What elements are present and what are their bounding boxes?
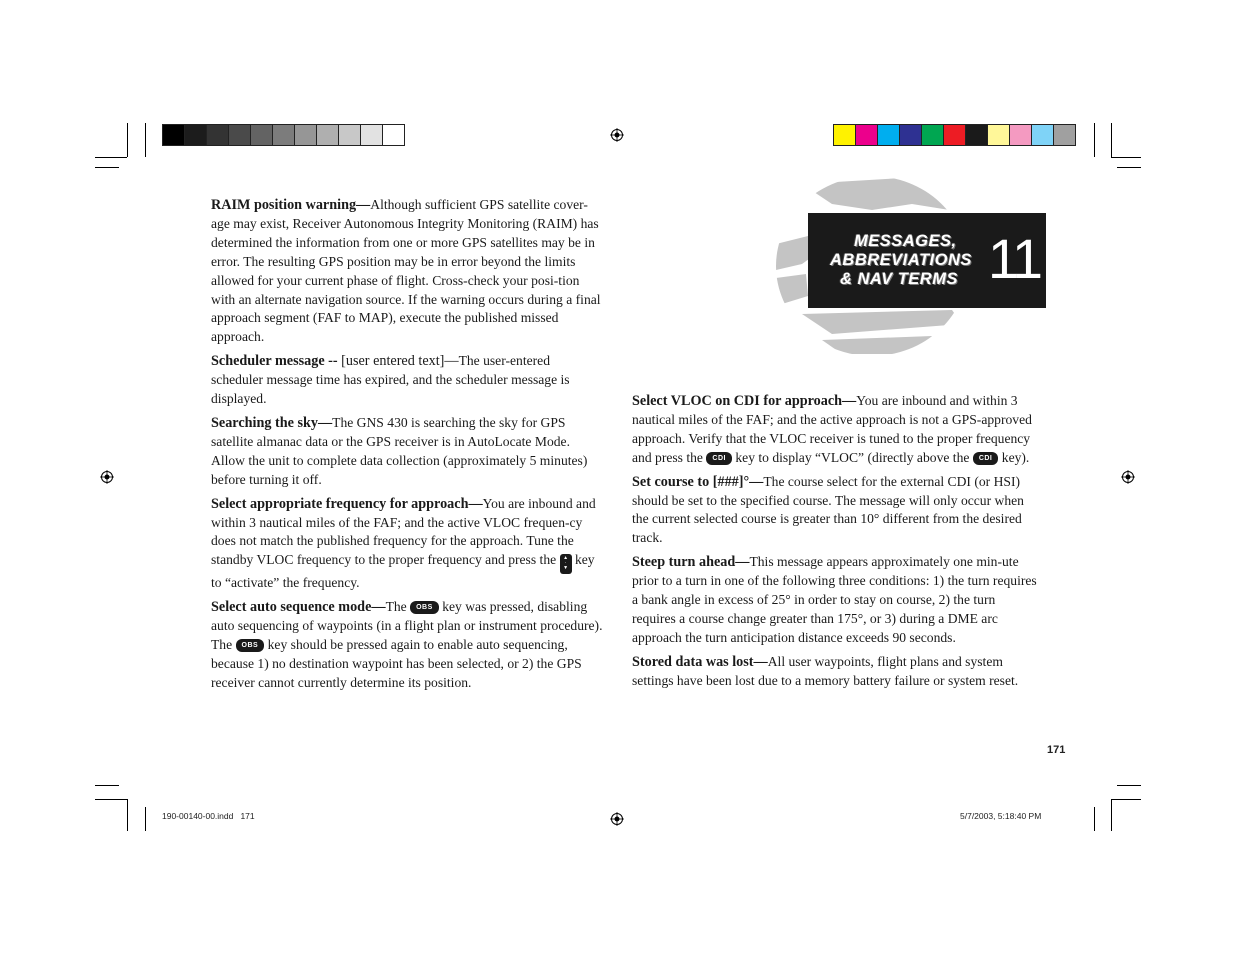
color-swatch xyxy=(944,125,966,145)
chapter-number: 11 xyxy=(987,227,1040,290)
color-swatch xyxy=(922,125,944,145)
entry-scheduler-message xyxy=(211,352,603,409)
entry-text: The xyxy=(385,599,407,615)
crop-mark xyxy=(1111,799,1112,831)
color-swatch xyxy=(1054,125,1075,145)
left-column xyxy=(211,196,603,698)
entry-term: Searching the sky— xyxy=(211,414,333,431)
color-swatch xyxy=(339,125,361,145)
color-swatch xyxy=(295,125,317,145)
crop-mark xyxy=(1094,123,1095,157)
entry-raim-position-warning xyxy=(211,196,603,347)
entry-text: This message appears approximately one min-ute prior to a turn in one of the following three conditions: 1) the turn requires a bank angle in excess of 25° in order to stay on course, 2) the turn requires a course change greater than 175°, or 3) during a DME arc approach the turn anticipation distance exceeds 90 seconds. xyxy=(632,554,1037,645)
entry-term: Select VLOC on CDI for approach— xyxy=(632,393,857,409)
crop-mark xyxy=(1111,157,1141,158)
entry-set-course xyxy=(632,473,1038,549)
entry-text: All user waypoints, flight plans and system settings have been lost due to a memory battery failure or system reset. xyxy=(632,653,1019,688)
entry-term: Select auto sequence mode— xyxy=(211,599,386,616)
cdi-key-icon: CDI xyxy=(973,452,999,465)
crop-mark xyxy=(95,167,119,168)
color-swatch xyxy=(856,125,878,145)
color-swatch xyxy=(163,125,185,145)
grayscale-color-bar xyxy=(162,124,405,146)
entry-select-appropriate-frequency xyxy=(211,495,603,594)
color-swatch xyxy=(229,125,251,145)
chapter-header xyxy=(808,213,1046,308)
color-swatch xyxy=(988,125,1010,145)
color-swatch xyxy=(834,125,856,145)
color-swatch xyxy=(383,125,404,145)
registration-mark-icon xyxy=(610,128,624,142)
crop-mark xyxy=(1117,785,1141,786)
vloc-flip-flop-key-icon xyxy=(560,554,572,574)
entry-term: Select appropriate frequency for approach— xyxy=(211,495,483,512)
entry-term: Steep turn ahead— xyxy=(632,554,750,571)
obs-key-icon: OBS xyxy=(236,639,265,652)
obs-key-icon: OBS xyxy=(410,601,439,614)
page-number: 171 xyxy=(1047,744,1066,756)
crop-mark xyxy=(95,157,127,158)
key-glyph: ▲ xyxy=(563,555,569,562)
entry-stored-data-was-lost xyxy=(632,653,1038,691)
entry-text: key was pressed, disabling auto sequencing of waypoints (in a flight plan or instrument procedure). The xyxy=(211,599,603,653)
crop-mark xyxy=(95,799,127,800)
entry-term: RAIM position warning— xyxy=(211,197,371,213)
color-swatch xyxy=(251,125,273,145)
entry-text: The user-entered scheduler message time has expired, and the scheduler message is displayed. xyxy=(211,353,570,407)
color-swatch xyxy=(1010,125,1032,145)
entry-searching-the-sky xyxy=(211,414,603,490)
chapter-title xyxy=(824,232,972,289)
entry-select-auto-sequence-mode xyxy=(211,598,603,693)
color-swatch xyxy=(1032,125,1054,145)
crop-mark xyxy=(127,799,128,831)
cdi-key-icon: CDI xyxy=(706,452,732,465)
registration-mark-icon xyxy=(1121,470,1135,484)
entry-term: Set course to [###]°— xyxy=(632,473,764,490)
right-column xyxy=(632,392,1038,696)
entry-text: The GNS 430 is searching the sky for GPS satellite almanac data or the GPS receiver is in AutoLocate Mode. Allow the unit to complete data collection (approximately 5 minutes) before turning it off. xyxy=(211,414,588,487)
entry-text: You are inbound and within 3 nautical miles of the FAF; and the active approach is not a GPS-approved approach. Verify that the VLOC receiver is tuned to the proper frequency and press the xyxy=(632,393,1032,465)
color-swatch xyxy=(207,125,229,145)
entry-text: key). xyxy=(1001,449,1030,465)
color-swatch xyxy=(878,125,900,145)
entry-steep-turn-ahead xyxy=(632,553,1038,648)
color-swatch xyxy=(185,125,207,145)
chapter-title-line: ABBREVIATIONS xyxy=(830,251,972,269)
registration-mark-icon xyxy=(610,812,624,826)
chapter-title-line: MESSAGES, xyxy=(854,232,957,250)
crop-mark xyxy=(127,123,128,157)
entry-text: key to “activate” the frequency. xyxy=(211,552,595,591)
cmyk-color-bar xyxy=(833,124,1076,146)
footer-timestamp: 5/7/2003, 5:18:40 PM xyxy=(960,811,1042,821)
entry-text: The course select for the external CDI (or HSI) should be set to the specified course. The message will only occur when the current selected course is greater than 10° different from the desired track. xyxy=(632,473,1024,546)
crop-mark xyxy=(1094,807,1095,831)
color-swatch xyxy=(273,125,295,145)
entry-text: You are inbound and within 3 nautical miles of the FAF; and the active VLOC frequen-cy does not match the published frequency for the approach. Tune the standby VLOC frequency to the proper frequency and press the xyxy=(211,495,596,568)
crop-mark xyxy=(1117,167,1141,168)
entry-term: Scheduler message -- xyxy=(211,353,342,370)
crop-mark xyxy=(1111,799,1141,800)
color-swatch xyxy=(900,125,922,145)
entry-text: key to display “VLOC” (directly above the xyxy=(735,449,970,465)
entry-term-suffix: [user entered text]— xyxy=(341,353,459,370)
entry-term: Stored data was lost— xyxy=(632,653,768,670)
chapter-title-line: & NAV TERMS xyxy=(840,270,958,288)
key-glyph: · xyxy=(564,560,567,567)
registration-mark-icon xyxy=(100,470,114,484)
crop-mark xyxy=(95,785,119,786)
color-swatch xyxy=(966,125,988,145)
color-swatch xyxy=(361,125,383,145)
crop-mark xyxy=(145,123,146,157)
footer-file-name: 190-00140-00.indd 171 xyxy=(162,811,255,821)
crop-mark xyxy=(145,807,146,831)
color-swatch xyxy=(317,125,339,145)
entry-text: key should be pressed again to enable auto sequencing, because 1) no destination waypoint has been selected, or 2) the GPS receiver cannot currently determine its position. xyxy=(211,637,582,690)
entry-select-vloc-on-cdi xyxy=(632,392,1038,468)
crop-mark xyxy=(1111,123,1112,157)
entry-text: Although sufficient GPS satellite cover-age may exist, Receiver Autonomous Integrity Monitoring (RAIM) has determined the information from one or more GPS satellites may be in error. The resulting GPS position may be in error beyond the limits allowed for your current phase of flight. Cross-check your posi-tion with an alternate navigation source. If the warning occurs during a final approach segment (FAF to MAP), execute the published missed approach. xyxy=(211,197,601,345)
key-glyph: ▼ xyxy=(563,565,569,572)
